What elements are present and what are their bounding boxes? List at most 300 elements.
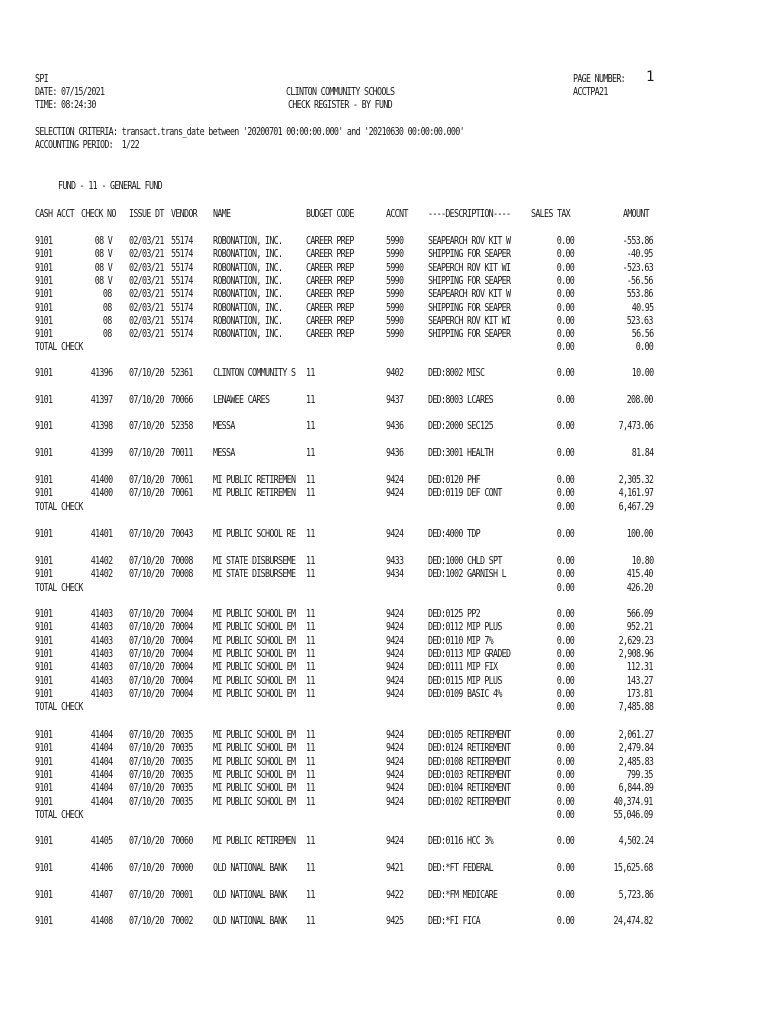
cell-amount: 523.63 (627, 315, 653, 327)
cell-amount: 15,625.68 (613, 863, 653, 874)
cell-cash-acct: 9101 (35, 662, 53, 674)
cell-cash-acct: 9101 (35, 302, 53, 314)
cell-description: SEAPEARCH ROV KIT W (428, 236, 511, 247)
total-check-label: TOTAL CHECK (35, 809, 83, 821)
cell-accnt: 9433 (386, 556, 404, 567)
cell-accnt: 9424 (386, 609, 404, 620)
cell-budget-code: 11 (306, 368, 315, 379)
total-check-label: TOTAL CHECK (35, 702, 83, 714)
cell-amount: 112.31 (627, 662, 653, 674)
cell-sales-tax: 0.00 (556, 730, 574, 741)
cell-vendor: 70004 (171, 609, 193, 620)
cell-name: OLD NATIONAL BANK (213, 863, 287, 874)
col-budget-code: BUDGET CODE (306, 209, 354, 220)
cell-accnt: 5990 (386, 329, 404, 341)
cell-check-no: 08 V (94, 249, 112, 261)
cell-description: DED:0113 MIP GRADED (428, 648, 511, 660)
cell-name: LENAWEE CARES (213, 395, 270, 406)
cell-name: ROBONATION, INC. (213, 329, 283, 341)
cell-vendor: 70066 (171, 395, 193, 406)
cell-budget-code: 11 (306, 662, 315, 674)
cell-cash-acct: 9101 (35, 743, 53, 755)
cell-amount: 6,844.89 (618, 783, 653, 795)
cell-cash-acct: 9101 (35, 890, 53, 901)
cell-check-no: 41403 (90, 622, 112, 634)
cell-accnt: 9424 (386, 756, 404, 768)
cell-check-no: 08 (103, 329, 112, 341)
cell-vendor: 55174 (171, 289, 193, 301)
report-title: CHECK REGISTER - BY FUND (288, 100, 392, 111)
cell-budget-code: 11 (306, 863, 315, 874)
cell-budget-code: 11 (306, 675, 315, 687)
cell-cash-acct: 9101 (35, 315, 53, 327)
cell-amount: 7,473.06 (618, 421, 653, 432)
cell-amount: 952.21 (627, 622, 653, 634)
cell-name: CLINTON COMMUNITY S (213, 368, 296, 379)
cell-description: DED:0120 PHF (428, 475, 480, 486)
cell-cash-acct: 9101 (35, 249, 53, 261)
cell-description: DED:*FT FEDERAL (428, 863, 493, 874)
cell-amount: 40,374.91 (613, 796, 653, 808)
cell-amount: 4,502.24 (618, 836, 653, 847)
cell-name: ROBONATION, INC. (213, 262, 283, 274)
cell-accnt: 9424 (386, 622, 404, 634)
cell-accnt: 9424 (386, 743, 404, 755)
cell-issue-dt: 07/10/20 (129, 395, 164, 406)
cell-budget-code: CAREER PREP (306, 262, 354, 274)
cell-name: ROBONATION, INC. (213, 315, 283, 327)
cell-cash-acct: 9101 (35, 395, 53, 406)
cell-name: MI PUBLIC RETIREMEN (213, 488, 296, 500)
cell-accnt: 9424 (386, 675, 404, 687)
cell-description: DED:1002 GARNISH L (428, 569, 506, 581)
cell-description: DED:3001 HEALTH (428, 448, 493, 459)
cell-check-no: 41402 (90, 556, 112, 567)
report-id: ACCTPA21 (573, 87, 608, 98)
cell-budget-code: CAREER PREP (306, 329, 354, 341)
cell-description: SHIPPING FOR SEAPER (428, 249, 511, 261)
cell-sales-tax: 0.00 (556, 475, 574, 486)
cell-description: DED:0110 MIP 7% (428, 635, 493, 647)
cell-sales-tax: 0.00 (556, 275, 574, 287)
selection-criteria: SELECTION CRITERIA: transact.trans_date between '20200701 00:00:00.000' and '20210630 00:00:00.000' (35, 127, 464, 138)
cell-accnt: 9424 (386, 662, 404, 674)
cell-issue-dt: 02/03/21 (129, 236, 164, 247)
cell-accnt: 9424 (386, 769, 404, 781)
cell-sales-tax: 0.00 (556, 236, 574, 247)
cell-name: MI STATE DISBURSEME (213, 556, 296, 567)
cell-accnt: 5990 (386, 236, 404, 247)
cell-cash-acct: 9101 (35, 262, 53, 274)
cell-name: MI PUBLIC SCHOOL EM (213, 635, 296, 647)
cell-accnt: 9424 (386, 796, 404, 808)
cell-budget-code: 11 (306, 448, 315, 459)
cell-amount: -40.95 (627, 249, 653, 261)
cell-vendor: 70035 (171, 756, 193, 768)
cell-amount: 4,161.97 (618, 488, 653, 500)
cell-budget-code: 11 (306, 916, 315, 927)
cell-issue-dt: 07/10/20 (129, 688, 164, 700)
cell-description: SHIPPING FOR SEAPER (428, 329, 511, 341)
cell-vendor: 55174 (171, 329, 193, 341)
cell-check-no: 41405 (90, 836, 112, 847)
cell-accnt: 9424 (386, 488, 404, 500)
cell-check-no: 41397 (90, 395, 112, 406)
total-sales-tax: 0.00 (556, 702, 574, 714)
cell-cash-acct: 9101 (35, 448, 53, 459)
cell-accnt: 9402 (386, 368, 404, 379)
cell-sales-tax: 0.00 (556, 863, 574, 874)
cell-cash-acct: 9101 (35, 688, 53, 700)
cell-check-no: 41406 (90, 863, 112, 874)
cell-description: DED:0108 RETIREMENT (428, 756, 511, 768)
cell-description: DED:0116 HCC 3% (428, 836, 493, 847)
cell-accnt: 9424 (386, 475, 404, 486)
cell-name: ROBONATION, INC. (213, 289, 283, 301)
cell-budget-code: 11 (306, 783, 315, 795)
cell-issue-dt: 02/03/21 (129, 329, 164, 341)
cell-vendor: 70061 (171, 488, 193, 500)
cell-cash-acct: 9101 (35, 783, 53, 795)
cell-amount: 2,908.96 (618, 648, 653, 660)
cell-check-no: 08 (103, 315, 112, 327)
cell-sales-tax: 0.00 (556, 675, 574, 687)
cell-vendor: 55174 (171, 275, 193, 287)
cell-cash-acct: 9101 (35, 796, 53, 808)
cell-issue-dt: 07/10/20 (129, 796, 164, 808)
col-issue-dt: ISSUE DT (129, 209, 164, 220)
cell-accnt: 9436 (386, 448, 404, 459)
cell-cash-acct: 9101 (35, 769, 53, 781)
cell-cash-acct: 9101 (35, 648, 53, 660)
report-date: DATE: 07/15/2021 (35, 87, 105, 98)
cell-check-no: 41404 (90, 796, 112, 808)
cell-amount: 81.84 (631, 448, 653, 459)
cell-amount: 24,474.82 (613, 916, 653, 927)
cell-accnt: 5990 (386, 289, 404, 301)
cell-issue-dt: 02/03/21 (129, 275, 164, 287)
cell-check-no: 41404 (90, 730, 112, 741)
cell-issue-dt: 02/03/21 (129, 262, 164, 274)
cell-issue-dt: 07/10/20 (129, 609, 164, 620)
cell-sales-tax: 0.00 (556, 836, 574, 847)
cell-name: MI STATE DISBURSEME (213, 569, 296, 581)
cell-name: MI PUBLIC SCHOOL EM (213, 675, 296, 687)
cell-description: DED:0109 BASIC 4% (428, 688, 502, 700)
cell-issue-dt: 07/10/20 (129, 569, 164, 581)
total-amount: 7,485.88 (618, 702, 653, 714)
cell-check-no: 41404 (90, 769, 112, 781)
cell-amount: 56.56 (631, 329, 653, 341)
page-number-label: PAGE NUMBER: (573, 74, 625, 85)
total-sales-tax: 0.00 (556, 342, 574, 354)
cell-check-no: 41403 (90, 688, 112, 700)
col-cash-acct: CASH ACCT (35, 209, 75, 220)
cell-description: DED:8002 MISC (428, 368, 485, 379)
cell-description: DED:0111 MIP FIX (428, 662, 498, 674)
cell-issue-dt: 07/10/20 (129, 635, 164, 647)
cell-sales-tax: 0.00 (556, 262, 574, 274)
cell-issue-dt: 07/10/20 (129, 556, 164, 567)
cell-budget-code: CAREER PREP (306, 289, 354, 301)
cell-name: ROBONATION, INC. (213, 275, 283, 287)
total-amount: 55,046.09 (613, 809, 653, 821)
cell-check-no: 08 V (94, 275, 112, 287)
cell-check-no: 08 (103, 289, 112, 301)
cell-accnt: 9424 (386, 783, 404, 795)
cell-vendor: 70035 (171, 743, 193, 755)
cell-accnt: 9424 (386, 648, 404, 660)
cell-issue-dt: 07/10/20 (129, 890, 164, 901)
col-name: NAME (213, 209, 231, 220)
cell-amount: 2,479.84 (618, 743, 653, 755)
cell-budget-code: 11 (306, 648, 315, 660)
cell-cash-acct: 9101 (35, 635, 53, 647)
cell-name: MI PUBLIC SCHOOL EM (213, 730, 296, 741)
cell-amount: 799.35 (627, 769, 653, 781)
cell-check-no: 41398 (90, 421, 112, 432)
cell-check-no: 41403 (90, 648, 112, 660)
cell-vendor: 70004 (171, 662, 193, 674)
cell-check-no: 41408 (90, 916, 112, 927)
cell-amount: 100.00 (627, 529, 653, 540)
cell-budget-code: 11 (306, 769, 315, 781)
cell-sales-tax: 0.00 (556, 769, 574, 781)
cell-cash-acct: 9101 (35, 289, 53, 301)
cell-accnt: 5990 (386, 302, 404, 314)
cell-issue-dt: 02/03/21 (129, 249, 164, 261)
cell-description: DED:0125 PP2 (428, 609, 480, 620)
cell-cash-acct: 9101 (35, 836, 53, 847)
total-amount: 426.20 (627, 582, 653, 594)
cell-cash-acct: 9101 (35, 529, 53, 540)
cell-issue-dt: 07/10/20 (129, 648, 164, 660)
cell-vendor: 70011 (171, 448, 193, 459)
cell-sales-tax: 0.00 (556, 783, 574, 795)
cell-name: MI PUBLIC SCHOOL EM (213, 622, 296, 634)
total-check-label: TOTAL CHECK (35, 501, 83, 513)
cell-budget-code: 11 (306, 569, 315, 581)
cell-sales-tax: 0.00 (556, 916, 574, 927)
cell-amount: 10.00 (631, 368, 653, 379)
accounting-period: ACCOUNTING PERIOD: 1/22 (35, 140, 139, 151)
total-amount: 6,467.29 (618, 501, 653, 513)
cell-name: ROBONATION, INC. (213, 236, 283, 247)
cell-sales-tax: 0.00 (556, 569, 574, 581)
cell-accnt: 5990 (386, 315, 404, 327)
cell-sales-tax: 0.00 (556, 302, 574, 314)
cell-cash-acct: 9101 (35, 675, 53, 687)
total-sales-tax: 0.00 (556, 501, 574, 513)
cell-issue-dt: 07/10/20 (129, 836, 164, 847)
cell-vendor: 70061 (171, 475, 193, 486)
cell-sales-tax: 0.00 (556, 743, 574, 755)
cell-vendor: 55174 (171, 262, 193, 274)
cell-amount: 143.27 (627, 675, 653, 687)
cell-vendor: 70008 (171, 556, 193, 567)
cell-budget-code: CAREER PREP (306, 236, 354, 247)
cell-budget-code: CAREER PREP (306, 315, 354, 327)
cell-description: SHIPPING FOR SEAPER (428, 302, 511, 314)
cell-name: ROBONATION, INC. (213, 302, 283, 314)
cell-vendor: 70004 (171, 688, 193, 700)
cell-check-no: 41404 (90, 743, 112, 755)
cell-vendor: 70004 (171, 648, 193, 660)
cell-sales-tax: 0.00 (556, 488, 574, 500)
cell-check-no: 41403 (90, 609, 112, 620)
cell-cash-acct: 9101 (35, 329, 53, 341)
cell-description: DED:0112 MIP PLUS (428, 622, 502, 634)
cell-amount: 566.09 (627, 609, 653, 620)
cell-vendor: 55174 (171, 249, 193, 261)
cell-sales-tax: 0.00 (556, 315, 574, 327)
cell-check-no: 08 V (94, 236, 112, 247)
cell-name: MI PUBLIC SCHOOL EM (213, 688, 296, 700)
cell-name: ROBONATION, INC. (213, 249, 283, 261)
cell-check-no: 08 (103, 302, 112, 314)
cell-cash-acct: 9101 (35, 730, 53, 741)
district-name: CLINTON COMMUNITY SCHOOLS (286, 87, 395, 98)
cell-accnt: 9434 (386, 569, 404, 581)
cell-sales-tax: 0.00 (556, 368, 574, 379)
cell-name: MI PUBLIC SCHOOL RE (213, 529, 296, 540)
cell-name: MI PUBLIC RETIREMEN (213, 836, 296, 847)
cell-vendor: 70000 (171, 863, 193, 874)
cell-check-no: 41404 (90, 783, 112, 795)
cell-budget-code: 11 (306, 836, 315, 847)
cell-vendor: 55174 (171, 315, 193, 327)
cell-name: MI PUBLIC SCHOOL EM (213, 783, 296, 795)
cell-vendor: 70035 (171, 783, 193, 795)
cell-accnt: 9436 (386, 421, 404, 432)
cell-amount: 5,723.86 (618, 890, 653, 901)
cell-budget-code: 11 (306, 395, 315, 406)
cell-name: OLD NATIONAL BANK (213, 890, 287, 901)
cell-issue-dt: 07/10/20 (129, 675, 164, 687)
cell-issue-dt: 07/10/20 (129, 769, 164, 781)
cell-accnt: 9424 (386, 635, 404, 647)
cell-amount: 173.81 (627, 688, 653, 700)
cell-amount: -56.56 (627, 275, 653, 287)
col-description: ----DESCRIPTION---- (428, 209, 511, 220)
total-amount: 0.00 (635, 342, 653, 354)
cell-issue-dt: 07/10/20 (129, 475, 164, 486)
cell-issue-dt: 07/10/20 (129, 730, 164, 741)
cell-cash-acct: 9101 (35, 475, 53, 486)
col-accnt: ACCNT (386, 209, 408, 220)
cell-name: MI PUBLIC SCHOOL EM (213, 609, 296, 620)
cell-vendor: 55174 (171, 236, 193, 247)
cell-name: MI PUBLIC SCHOOL EM (213, 796, 296, 808)
cell-sales-tax: 0.00 (556, 622, 574, 634)
cell-cash-acct: 9101 (35, 236, 53, 247)
cell-check-no: 41396 (90, 368, 112, 379)
cell-accnt: 9421 (386, 863, 404, 874)
cell-vendor: 70035 (171, 730, 193, 741)
cell-sales-tax: 0.00 (556, 662, 574, 674)
cell-accnt: 9437 (386, 395, 404, 406)
cell-sales-tax: 0.00 (556, 556, 574, 567)
cell-budget-code: 11 (306, 421, 315, 432)
cell-description: DED:0103 RETIREMENT (428, 769, 511, 781)
cell-accnt: 9424 (386, 529, 404, 540)
cell-budget-code: 11 (306, 730, 315, 741)
col-check-no: CHECK NO (81, 209, 116, 220)
cell-amount: 2,485.83 (618, 756, 653, 768)
cell-sales-tax: 0.00 (556, 448, 574, 459)
cell-sales-tax: 0.00 (556, 890, 574, 901)
cell-cash-acct: 9101 (35, 569, 53, 581)
cell-issue-dt: 07/10/20 (129, 863, 164, 874)
cell-check-no: 41399 (90, 448, 112, 459)
cell-name: MI PUBLIC SCHOOL EM (213, 756, 296, 768)
cell-check-no: 41403 (90, 662, 112, 674)
cell-vendor: 70008 (171, 569, 193, 581)
cell-budget-code: 11 (306, 488, 315, 500)
cell-description: SEAPERCH ROV KIT WI (428, 315, 511, 327)
cell-description: DED:*FI FICA (428, 916, 480, 927)
cell-amount: 208.00 (627, 395, 653, 406)
cell-vendor: 70004 (171, 675, 193, 687)
cell-vendor: 70001 (171, 890, 193, 901)
cell-cash-acct: 9101 (35, 916, 53, 927)
cell-amount: -553.86 (622, 236, 653, 247)
cell-accnt: 5990 (386, 262, 404, 274)
cell-issue-dt: 02/03/21 (129, 315, 164, 327)
cell-budget-code: 11 (306, 796, 315, 808)
cell-cash-acct: 9101 (35, 756, 53, 768)
cell-accnt: 9424 (386, 836, 404, 847)
cell-description: DED:1000 CHLD SPT (428, 556, 502, 567)
cell-sales-tax: 0.00 (556, 648, 574, 660)
cell-sales-tax: 0.00 (556, 756, 574, 768)
cell-amount: 2,629.23 (618, 635, 653, 647)
cell-cash-acct: 9101 (35, 488, 53, 500)
system-code: SPI (35, 74, 49, 85)
cell-accnt: 9424 (386, 730, 404, 741)
cell-vendor: 70004 (171, 635, 193, 647)
cell-budget-code: 11 (306, 743, 315, 755)
cell-vendor: 70004 (171, 622, 193, 634)
cell-vendor: 55174 (171, 302, 193, 314)
cell-issue-dt: 02/03/21 (129, 289, 164, 301)
total-check-label: TOTAL CHECK (35, 342, 83, 354)
cell-budget-code: 11 (306, 475, 315, 486)
cell-issue-dt: 07/10/20 (129, 448, 164, 459)
cell-issue-dt: 07/10/20 (129, 529, 164, 540)
cell-cash-acct: 9101 (35, 421, 53, 432)
total-sales-tax: 0.00 (556, 582, 574, 594)
cell-description: DED:4000 TDP (428, 529, 480, 540)
cell-budget-code: CAREER PREP (306, 275, 354, 287)
cell-name: MI PUBLIC RETIREMEN (213, 475, 296, 486)
cell-sales-tax: 0.00 (556, 395, 574, 406)
cell-sales-tax: 0.00 (556, 688, 574, 700)
cell-issue-dt: 07/10/20 (129, 783, 164, 795)
cell-budget-code: CAREER PREP (306, 302, 354, 314)
cell-amount: 2,061.27 (618, 730, 653, 741)
cell-sales-tax: 0.00 (556, 329, 574, 341)
total-check-label: TOTAL CHECK (35, 582, 83, 594)
cell-sales-tax: 0.00 (556, 529, 574, 540)
cell-issue-dt: 07/10/20 (129, 756, 164, 768)
cell-amount: 10.80 (631, 556, 653, 567)
report-time: TIME: 08:24:30 (35, 100, 96, 111)
col-vendor: VENDOR (171, 209, 197, 220)
cell-budget-code: 11 (306, 529, 315, 540)
cell-budget-code: 11 (306, 556, 315, 567)
cell-accnt: 5990 (386, 249, 404, 261)
